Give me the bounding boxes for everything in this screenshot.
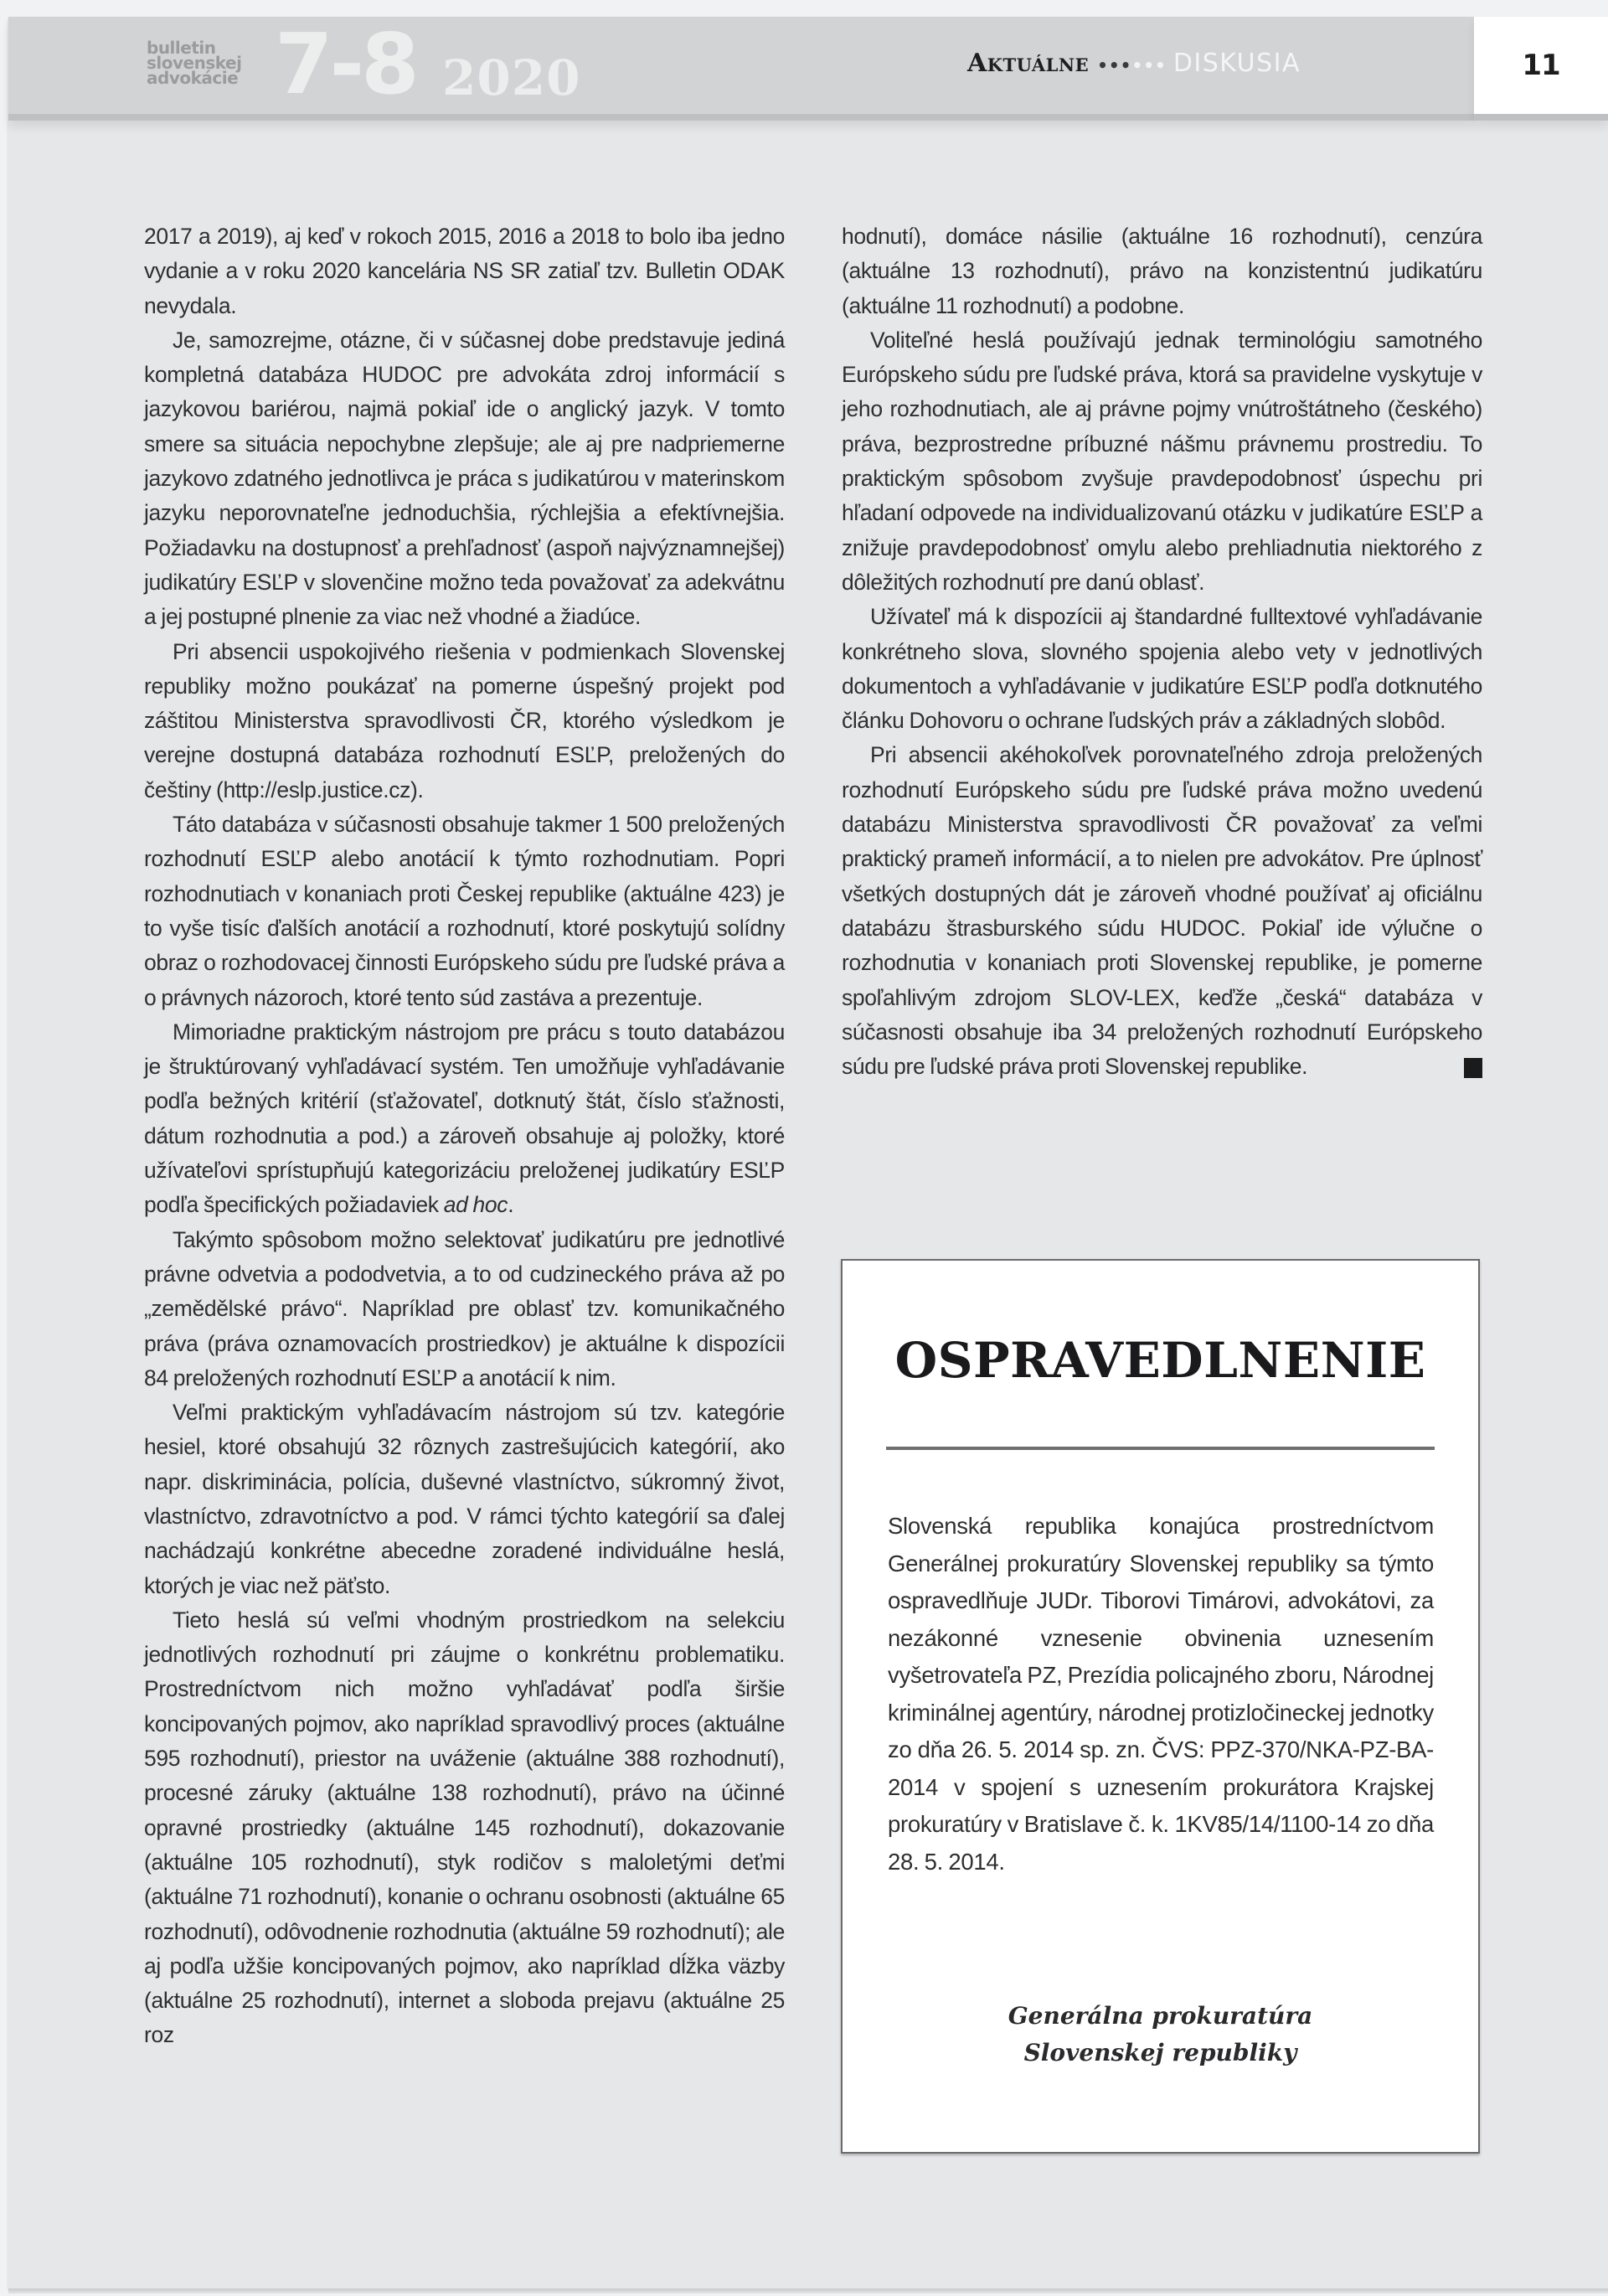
paragraph — [842, 738, 1482, 1084]
italic-term: ad hoc — [443, 1192, 508, 1218]
page-number: 11 — [1522, 49, 1560, 82]
page-number-box — [1474, 17, 1608, 121]
dotted-separator-icon: •••••• — [1097, 55, 1167, 75]
signature-line: Slovenskej republiky — [1023, 2039, 1297, 2066]
paragraph-text: Pri absencii akéhokoľvek porovnateľného zdroja preložených rozhodnutí Európskeho súdu pre ľudské práva možno uvedenú databázu Ministerstva spravodlivosti ČR považovať za veľmi praktický prameň informácií, a to nielen pre advokátov. Pre úplnosť všetkých dostupných dát je zároveň vhodné používať aj oficiálnu databázu štrasburského súdu HUDOC. Pokiaľ ide výlučne o rozhodnutia v konaniach proti Slovenskej republike, je pomerne spoľahlivým zdrojom SLOV-LEX, keďže „česká“ databáza v súčasnosti obsahuje iba 34 preložených rozhodnutí Európskeho súdu pre ľudské práva proti Slovenskej republike. — [842, 742, 1482, 1080]
issue-year: 2020 — [442, 49, 581, 106]
logo-line: advokácie — [147, 68, 239, 88]
paragraph: Táto databáza v súčasnosti obsahuje takmer 1 500 preložených rozhodnutí ESĽP alebo anotácií k týmto rozhodnutiam. Popri rozhodnutiach v konaniach proti Českej republike (aktuálne 423) je to vyše tisíc ďalších anotácií a rozhodnutí, ktoré poskytujú solídny obraz o rozhodovacej činnosti Európskeho súdu pre ľudské práva a o právnych názoroch, ktoré tento súd zastáva a prezentuje. — [144, 812, 785, 1010]
paragraph: Takýmto spôsobom možno selektovať judikatúru pre jednotlivé právne odvetvia a pododvetvia, a to od cudzineckého práva až po „zemědělské právo“. Napríklad pre oblasť tzv. komunikačného práva (práva oznamovacích prostriedkov) je aktuálne k dispozícii 84 preložených rozhodnutí ESĽP a anotácií k nim. — [144, 1226, 785, 1390]
paragraph: Užívateľ má k dispozícii aj štandardné fulltextové vyhľadávanie konkrétneho slova, slovného spojenia alebo vety v jednotlivých dokumentoch a vyhľadávanie v judikatúre ESĽP podľa dotknutého článku Dohovoru o ochrane ľudských práv a základných slobôd. — [842, 604, 1482, 734]
end-of-article-square-icon — [1464, 1058, 1482, 1078]
signature-line: Generálna prokuratúra — [1008, 2002, 1313, 2030]
paragraph-tail: . — [508, 1192, 514, 1218]
paragraph: Veľmi praktickým vyhľadávacím nástrojom sú tzv. kategórie hesiel, ktoré obsahujú 32 rôznych zastrešujúcich kategórií, ako napr. diskriminácia, polícia, duševné vlastníctvo, súkromný život, vlastníctvo, zdravotníctvo a pod. V rámci týchto kategórií sa ďalej nachádzajú konkrétne abecedne zoradené individuálne heslá, ktorých je viac než päťsto. — [144, 1400, 785, 1598]
notice-body: Slovenská republika konajúca prostredníctvom Generálnej prokuratúry Slovenskej republiky sa týmto ospravedlňuje JUDr. Tiborovi Timárovi, advokátovi, za nezákonné vznesenie obvinenia uznesením vyšetrovateľa PZ, Prezídia policajného zboru, Národnej kriminálnej agentúry, národnej protizločineckej jednotky zo dňa 26. 5. 2014 sp. zn. ČVS: PPZ-370/NKA-PZ-BA-2014 v spojení s uznesením prokurátora Krajskej prokuratúry v Bratislave č. k. 1KV85/14/1100-14 zo dňa 28. 5. 2014. — [888, 1513, 1434, 1875]
publication-logo — [147, 38, 242, 88]
paragraph: Pri absencii uspokojivého riešenia v podmienkach Slovenskej republiky možno poukázať na pomerne úspešný projekt pod záštitou Ministerstva spravodlivosti ČR, ktorého výsledkom je verejne dostupná databáza rozhodnutí ESĽP, preložených do češtiny (http://eslp.justice.cz). — [144, 638, 785, 802]
paragraph: 2017 a 2019), aj keď v rokoch 2015, 2016 a 2018 to bolo iba jedno vydanie a v roku 2020 kancelária NS SR zatiaľ tzv. Bulletin ODAK nevydala. — [144, 224, 785, 318]
issue-number: 7-8 — [275, 15, 416, 113]
article-column-left — [144, 219, 785, 2053]
paragraph — [144, 1015, 785, 1223]
paragraph: Tieto heslá sú veľmi vhodným prostriedkom na selekciu jednotlivých rozhodnutí pri záujme o konkrétnu problematiku. Prostredníctvom nich možno vyhľadávať podľa širšie koncipovaných pojmov, ako napríklad spravodlivý proces (aktuálne 595 rozhodnutí), priestor na uváženie (aktuálne 388 rozhodnutí), procesné záruky (aktuálne 138 rozhodnutí), právo na účinné opravné prostriedky (aktuálne 145 rozhodnutí), dokazovanie (aktuálne 105 rozhodnutí), styk rodičov s maloletými deťmi (aktuálne 71 rozhodnutí), konanie o ochranu osobnosti (aktuálne 65 rozhodnutí), odôvodnenie rozhodnutia (aktuálne 59 rozhodnutí); ale aj podľa užšie koncipovaných pojmov, ako napríklad dĺžka väzby (aktuálne 25 rozhodnutí), internet a sloboda prejavu (aktuálne 25 roz — [144, 1607, 785, 2048]
section-current: Aktuálne — [967, 49, 1090, 78]
logo-line: slovenskej — [147, 53, 242, 73]
notice-signature — [843, 1998, 1478, 2072]
notice-title: OSPRAVEDLNENIE — [894, 1332, 1426, 1389]
paragraph-text: Mimoriadne praktickým nástrojom pre prácu s touto databázou je štruktúrovaný vyhľadávací systém. Ten umožňuje vyhľadávanie podľa bežných kritérií (sťažovateľ, dotknutý štát, číslo sťažnosti, dátum rozhodnutia a pod.) a zároveň obsahuje aj položky, ktoré užívateľovi sprístupňujú kategorizáciu preloženej judikatúry ESĽP podľa špecifických požiadaviek — [144, 1019, 785, 1218]
logo-line: bulletin — [147, 38, 216, 58]
section-breadcrumb — [967, 49, 1301, 78]
paragraph: Je, samozrejme, otázne, či v súčasnej dobe predstavuje jediná kompletná databáza HUDOC pre advokáta zdroj informácií s jazykovou bariérou, najmä pokiaľ ide o anglický jazyk. V tomto smere sa situácia nepochybne zlepšuje; ale aj pre nadpriemerne jazykovo zdatného jednotlivca je práca s judikatúrou v materinskom jazyku neporovnateľne jednoduchšia, rýchlejšia a efektívnejšia. Požiadavku na dostupnosť a prehľadnosť (aspoň najvýznamnejšej) judikatúry ESĽP v slovenčine možno teda považovať za adekvátnu a jej postupné plnenie za viac než vhodné a žiadúce. — [144, 327, 785, 630]
notice-divider — [886, 1447, 1435, 1450]
paragraph: Voliteľné heslá používajú jednak terminológiu samotného Európskeho súdu pre ľudské práva, ktorá sa pravidelne vyskytuje v jeho rozhodnutiach, ale aj právne pojmy vnútroštátneho (českého) práva, bezprostredne príbuzné nášmu právnemu prostrediu. To praktickým spôsobom zvyšuje pravdepodobnosť úspechu pri hľadaní odpovede na individualizovanú otázku v judikatúre ESĽP a znižuje pravdepodobnosť omylu alebo prehliadnutia niektorého z dôležitých rozhodnutí pre danú oblasť. — [842, 327, 1482, 595]
article-column-right — [842, 219, 1482, 1084]
paragraph: hodnutí), domáce násilie (aktuálne 16 rozhodnutí), cenzúra (aktuálne 13 rozhodnutí), právo na konzistentnú judikatúru (aktuálne 11 rozhodnutí) a podobne. — [842, 224, 1482, 318]
apology-notice-box — [841, 1259, 1480, 2154]
page-bottom-edge — [8, 2288, 1608, 2293]
section-other: DISKUSIA — [1172, 49, 1301, 78]
